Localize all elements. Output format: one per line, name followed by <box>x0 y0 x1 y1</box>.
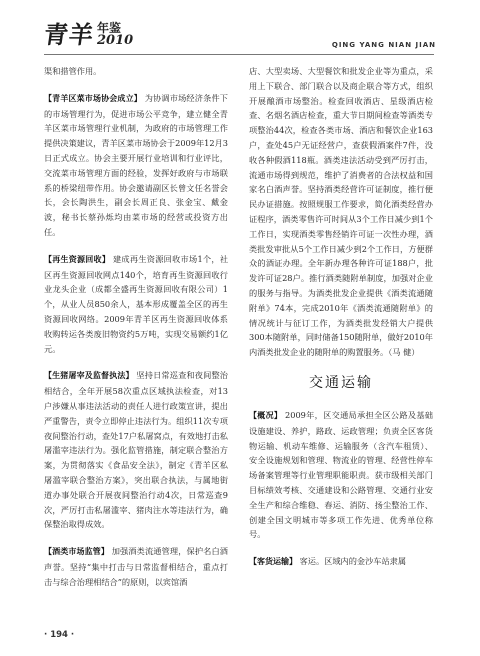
entry-body: 建成再生资源回收市场1个，社区再生资源回收网点140个，培育再生资源回收行业龙头企业（成都全盛再生资源回收有限公司）1个，从业人员850余人，基本形成覆盖全区的再生资源回收网络。2009年青羊区再生资源回收体系收购转运各类废旧物资约5万吨，实现交易额约1亿元。 <box>44 253 229 354</box>
entry-body: 客运。区域内的金沙车站隶属 <box>299 556 407 567</box>
paragraph-passenger-freight <box>249 554 433 570</box>
paragraph-recycling <box>44 252 228 357</box>
entry-body: 坚持日常巡查和夜间整治相结合，全年开展58次重点区域执法检查，对13户涉嫌从事违法活动的责任人进行政策宣讲，提出严重警告，责令立即停止违法行为。组织11次专项夜间整治行动，查处17户私屠窝点，有效地打击私屠滥宰违法行为。强化监管措施，制定联合整治方案，为贯彻落实《食品安全法》，制定《青羊区私屠滥宰联合整治方案》，突出联合执法，与属地街道办事处联合开展夜间整治行动4次，日常巡查9次，严厉打击私屠滥宰、猪肉注水等违法行为，确保整治取得成效。 <box>44 370 228 530</box>
logo-subtitle-stack <box>97 22 133 47</box>
paragraph-liquor-continued: 店、大型卖场、大型餐饮和批发企业等为重点，采用上下联合、部门联合以及商企联合等方式，组织开展酿酒市场整治。检查回收酒店、星级酒店检查、名烟名酒店检查，重大节日期间检查等酒类专项整治44次，检查各类市场、酒店和餐饮企业163户，查处45户无证经营户，查获假酒案件7件，没收各种假酒118瓶。酒类违法活动受到严厉打击，流通市场得到规范，维护了消费者的合法权益和国家名白酒声誉。坚持酒类经营许可证制度，推行便民办证措施。按照规服工作要求，简化酒类经营办证程序，酒类零售许可时间从3个工作日减少到1个工作日，实现酒类零售经销许可证一次性办理，酒类批发审批从5个工作日减少到2个工作日，方便群众的酒证办理。全年新办理各种许可证188户，批发许可证28户。推行酒类随附单制度，加强对企业的服务与指导。为酒类批发企业提供《酒类流通随附单》74本，完成2010年《酒类流通随附单》的情况统计与征订工作，为酒类批发经销大户提供300本随附单，同时储备150随附单，做好2010年内酒类批发企业的随附单的购置服务。（马 健） <box>249 66 433 358</box>
header-pinyin: QING YANG NIAN JIAN <box>331 41 436 49</box>
entry-heading: 【客货运输】 <box>249 557 297 567</box>
section-title: 交通运输 <box>309 374 373 391</box>
entry-heading: 【生猪屠宰及监督执法】 <box>44 371 134 381</box>
entry-heading: 【酒类市场监管】 <box>44 547 109 557</box>
right-column <box>249 64 433 582</box>
logo-nianjian: 年鉴 <box>97 21 122 35</box>
paragraph-liquor-market <box>44 544 228 589</box>
entry-body: 为协调市场经济条件下的市场管理行为，促进市场公平竞争，建立健全青羊区菜市场管理行业机制，为政府的市场管理工作提供决策建议，青羊区菜市场协会于2009年12月3日正式成立。协会主要开展行业培训和行业评比，交流菜市场管理方面的经验，发挥好政府与市场联系的桥梁纽带作用。协会邀请副区长曾文任名誉会长，会长陶洪生，副会长周正良、张金宝、戴金波，秘书长蔡孙烁均由菜市场的经营或投资方出任。 <box>44 92 228 237</box>
page-header <box>0 0 480 56</box>
left-column <box>44 64 228 602</box>
continuation-paragraph: 渠和措管作用。 <box>44 66 102 76</box>
paragraph-pig-slaughter-enforcement <box>44 368 228 532</box>
paragraph-vegetable-market-association <box>44 91 228 240</box>
yearbook-logo <box>44 22 133 47</box>
header-rule <box>44 54 434 55</box>
entry-heading: 【青羊区菜市场协会成立】 <box>44 93 142 103</box>
paragraph-transport-overview <box>249 408 433 542</box>
entry-body: 2009年，区交通局承担全区公路及基础设施建设、养护，路政、运政管理；负责全区客货物运输、机动车维修、运输服务（含汽车租赁）、安全设施规划和管理、物流业的管理、经营性停车场备案管理等行业管理职能职责。获市级相关部门目标绩效考核、交通建设和公路管理、交通行业安全生产和综合维稳、春运、消防、扬尘整治工作、创建全国文明城市等多项工作先进、优秀单位称号。 <box>249 409 433 540</box>
logo-chinese-title: 青羊 <box>42 20 97 49</box>
page-number: · 194 · <box>44 630 75 640</box>
logo-year: 2010 <box>97 33 134 48</box>
entry-heading: 【概况】 <box>249 410 283 420</box>
entry-heading: 【再生资源回收】 <box>44 254 111 264</box>
entry-body: 加强酒类流通管理，保护名白酒声誉。坚持“集中打击与日常监督相结合，重点打击与综合治理相结合”的原则，以宾馆酒 <box>44 546 228 587</box>
